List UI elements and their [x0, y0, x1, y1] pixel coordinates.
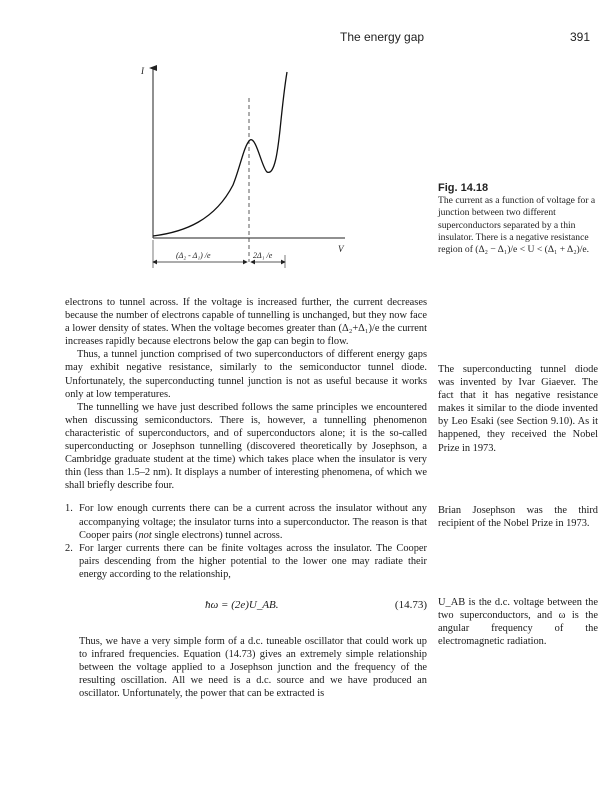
page-number: 391: [570, 30, 591, 44]
main-body-text: [65, 296, 427, 700]
dim-left-label: (Δ₂ - Δ₁) /e: [176, 251, 211, 260]
figure-caption: [438, 182, 598, 256]
x-axis-label: V: [338, 244, 344, 254]
list-item-text-a: For low enough currents there can be a current across the insulator without any accompanying voltage; the insulator turns into a superconductor. The reason is that Cooper pairs (: [79, 503, 427, 541]
list-item: [65, 502, 427, 541]
list-item-emphasis: not: [138, 529, 152, 541]
paragraph-2: Thus, a tunnel junction comprised of two superconductors of different energy gaps may exhibit negative resistance, similarly to the semiconductor tunnel diode. Unfortunately, the superconducting tunnel junction is not as useful because it works only at low temperatures.: [65, 349, 427, 400]
iv-curve: [153, 72, 287, 236]
caption-text: The current as a function of voltage for a junction between two different superconductors separated by a thin insulator. There is a negative resistance region of (Δ₂ − Δ₁)/e < U < (Δ₁ + Δ₂)/e.: [438, 195, 596, 256]
paragraph-after-equation: Thus, we have a very simple form of a d.c. tuneable oscillator that could work up to infrared frequencies. Equation (14.73) gives an extremely simple relationship between the voltage applied to a Josephson junction and the frequency of the resulting oscillation. All we need is a d.c. source and we have produced an oscillator. Unfortunately, the power that can be extracted is: [79, 635, 427, 700]
margin-note-tunnel-diode: The superconducting tunnel diode was invented by Ivar Giaever. The fact that it has negative resistance makes it similar to the diode invented by Leo Esaki (see Section 9.10). As it happened, they received the Nobel Prize in 1973.: [438, 364, 598, 454]
list-item: [65, 542, 427, 581]
list-item-number: 2.: [65, 542, 73, 554]
list-item-number: 1.: [65, 503, 73, 515]
margin-note-uab: U_AB is the d.c. voltage between the two superconductors, and ω is the angular frequency of the electromagnetic radiation.: [438, 597, 598, 648]
equation-number: (14.73): [394, 598, 427, 611]
equation: ħω = (2e)U_AB.: [205, 598, 279, 611]
paragraph-3: The tunnelling we have just described follows the same principles we encountered when discussing semiconductors. There is, however, a tunnelling phenomenon characteristic of superconductors, and of superconductors alone; it is the so-called superconducting or Josephson tunnelling (discovered theoretically by Josephson, a Cambridge graduate student at the time) which takes place when the insulator is very thin (less than 1.5–2 nm). It displays a number of interesting phenomena, of which we shall briefly describe four.: [65, 401, 427, 492]
figure-label: Fig. 14.18: [438, 182, 489, 194]
equation-row: [65, 591, 427, 621]
running-header-title: The energy gap: [340, 30, 425, 44]
margin-note-josephson: Brian Josephson was the third recipient of the Nobel Prize in 1973.: [438, 505, 598, 530]
phenomena-list: [65, 502, 427, 581]
list-item-text-b: single electrons) tunnel across.: [151, 529, 283, 541]
list-item-text: For larger currents there can be finite voltages across the insulator. The Cooper pairs descending from the higher potential to the lower one may radiate their energy according to the relationship,: [79, 542, 427, 580]
paragraph-1: electrons to tunnel across. If the voltage is increased further, the current decreases because the number of electrons capable of tunnelling is unchanged, but they now face a lower density of states. When the voltage becomes greater than (Δ₂+Δ₁)/e the current increases rapidly because electrons below the gap can begin to flow.: [65, 297, 427, 348]
y-axis-label: I: [141, 66, 144, 76]
dim-right-label: 2Δ₁ /e: [253, 251, 273, 260]
